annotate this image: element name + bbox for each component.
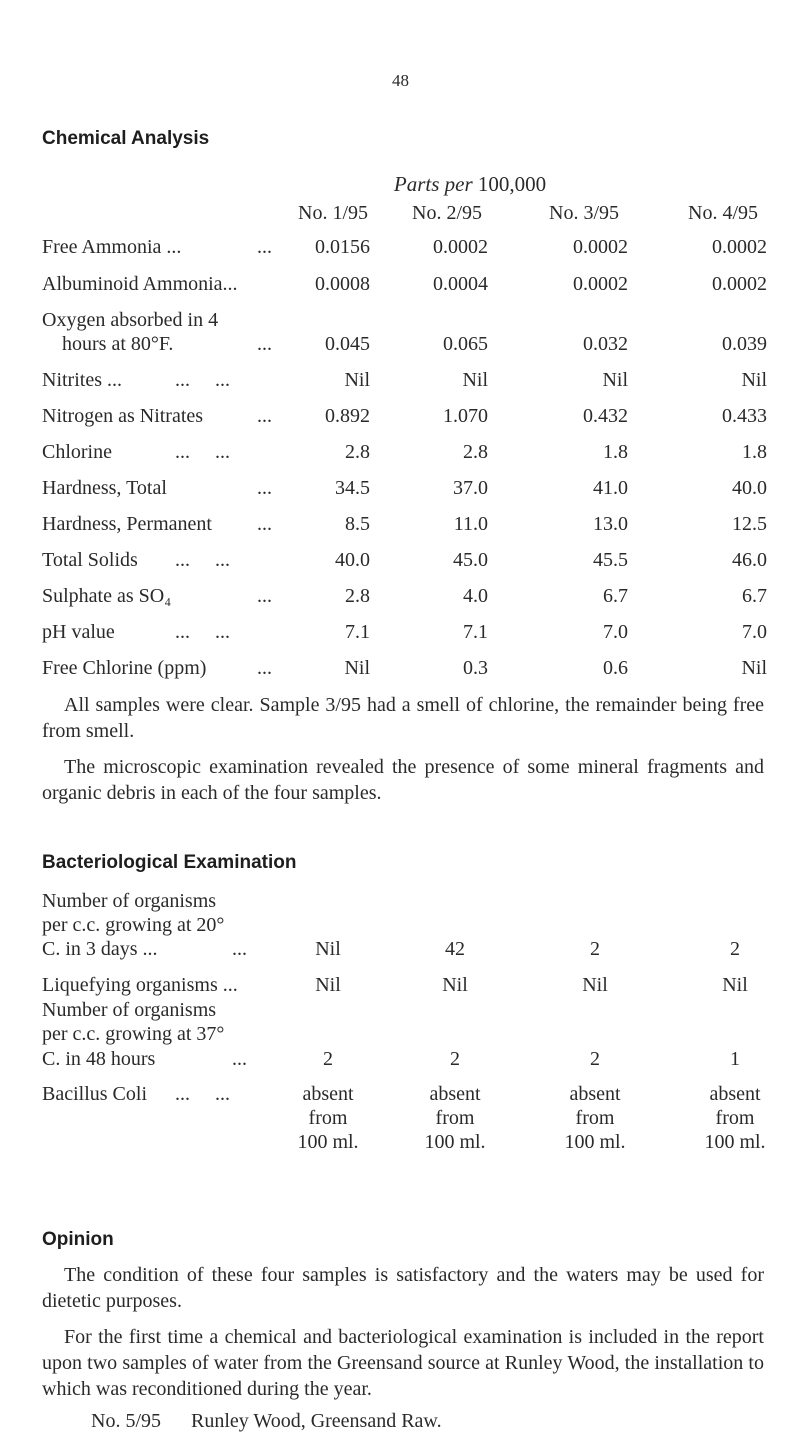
value-cell: 2 bbox=[450, 1048, 460, 1070]
value-cell: 0.0002 bbox=[573, 273, 628, 295]
chem-row-free-ammonia bbox=[0, 236, 801, 264]
value-cell: 0.0002 bbox=[573, 236, 628, 258]
value-cell: 0.045 bbox=[325, 333, 370, 355]
row-label: Number of organisms bbox=[42, 999, 217, 1021]
row-label: Number of organisms bbox=[42, 890, 217, 912]
value-cell: 0.0002 bbox=[433, 236, 488, 258]
value-cell: 7.1 bbox=[345, 621, 370, 643]
value-cell: 1.8 bbox=[603, 441, 628, 463]
value-cell: 0.0002 bbox=[712, 273, 767, 295]
value-cell: 42 bbox=[445, 938, 465, 960]
sample-line-5 bbox=[91, 1410, 442, 1433]
parts-per-value: 100,000 bbox=[477, 172, 547, 196]
chemical-analysis-title: Chemical Analysis bbox=[42, 128, 210, 149]
value-cell: 40.0 bbox=[335, 549, 370, 571]
value-cell: 13.0 bbox=[593, 513, 628, 535]
row-label: Albuminoid Ammonia... bbox=[42, 273, 238, 295]
leader-dots: ... ... bbox=[175, 441, 230, 463]
value-cell: 100 ml. bbox=[297, 1131, 359, 1153]
value-cell: 0.0002 bbox=[712, 236, 767, 258]
value-cell: 4.0 bbox=[463, 585, 488, 607]
value-cell: Nil bbox=[344, 369, 370, 391]
value-cell: 46.0 bbox=[732, 549, 767, 571]
bact-row-liquefying bbox=[0, 974, 801, 1002]
value-cell: Nil bbox=[315, 938, 341, 960]
paragraph-text: The condition of these four samples is satisfactory and the waters may be used for dietetic purposes. bbox=[42, 1264, 764, 1312]
value-cell: 37.0 bbox=[453, 477, 488, 499]
row-label: Chlorine bbox=[42, 441, 112, 463]
leader-dots: ... bbox=[257, 405, 272, 427]
row-label: Oxygen absorbed in 4 bbox=[42, 309, 219, 331]
value-cell: 11.0 bbox=[453, 513, 488, 535]
leader-dots: ... ... bbox=[175, 621, 230, 643]
row-label: Bacillus Coli bbox=[42, 1083, 147, 1105]
value-cell: Nil bbox=[582, 974, 608, 996]
chemical-note-microscopic bbox=[42, 754, 764, 806]
value-cell: 12.5 bbox=[732, 513, 767, 535]
leader-dots: ... bbox=[257, 657, 272, 679]
value-cell: Nil bbox=[741, 657, 767, 679]
sample-description: Runley Wood, Greensand Raw. bbox=[191, 1410, 442, 1432]
value-cell: absent bbox=[709, 1083, 761, 1105]
bact-row-37c-label-2 bbox=[0, 1023, 801, 1051]
chem-row-nitrogen-nitrates bbox=[0, 405, 801, 433]
value-cell: 0.039 bbox=[722, 333, 767, 355]
value-cell: 0.065 bbox=[443, 333, 488, 355]
bact-row-37c bbox=[0, 1048, 801, 1076]
bacteriological-title: Bacteriological Examination bbox=[42, 852, 297, 873]
value-cell: 2 bbox=[590, 1048, 600, 1070]
leader-dots: ... bbox=[257, 513, 272, 535]
paragraph-text: For the first time a chemical and bacteriological examination is included in the report upon two samples of water from the Greensand source at Runley Wood, the installation to which was reconditioned during the year. bbox=[42, 1326, 764, 1400]
chem-row-ph-value bbox=[0, 621, 801, 649]
value-cell: from bbox=[715, 1107, 755, 1129]
sample-header: No. 4/95 bbox=[688, 202, 758, 224]
value-cell: 0.892 bbox=[325, 405, 370, 427]
bact-row-20c bbox=[0, 938, 801, 966]
leader-dots: ... ... bbox=[175, 369, 230, 391]
chem-row-oxygen-absorbed bbox=[0, 333, 801, 361]
value-cell: 0.0008 bbox=[315, 273, 370, 295]
note-text: The microscopic examination revealed the presence of some mineral fragments and organic debris in each of the four samples. bbox=[42, 756, 764, 804]
leader-dots: ... bbox=[257, 236, 272, 258]
value-cell: absent bbox=[569, 1083, 621, 1105]
value-cell: 0.032 bbox=[583, 333, 628, 355]
value-cell: Nil bbox=[344, 657, 370, 679]
value-cell: 2.8 bbox=[463, 441, 488, 463]
chemical-note-smell bbox=[42, 692, 764, 744]
chem-row-free-chlorine bbox=[0, 657, 801, 685]
chem-row-total-solids bbox=[0, 549, 801, 577]
value-cell: 0.433 bbox=[722, 405, 767, 427]
value-cell: 1.8 bbox=[742, 441, 767, 463]
value-cell: 0.0156 bbox=[315, 236, 370, 258]
chem-row-nitrites bbox=[0, 369, 801, 397]
row-label: Total Solids bbox=[42, 549, 138, 571]
value-cell: Nil bbox=[722, 974, 748, 996]
value-cell: 0.6 bbox=[603, 657, 628, 679]
chem-row-chlorine bbox=[0, 441, 801, 469]
value-cell: Nil bbox=[741, 369, 767, 391]
value-cell: 2.8 bbox=[345, 441, 370, 463]
row-label: per c.c. growing at 37° bbox=[42, 1023, 225, 1045]
row-label: Nitrogen as Nitrates bbox=[42, 405, 204, 427]
value-cell: 0.3 bbox=[463, 657, 488, 679]
bact-row-bacillus-coli-3 bbox=[0, 1131, 801, 1159]
value-cell: 2.8 bbox=[345, 585, 370, 607]
row-label: C. in 48 hours bbox=[42, 1048, 156, 1070]
row-label: Hardness, Total bbox=[42, 477, 167, 499]
parts-per-label: Parts per bbox=[393, 172, 473, 196]
sample-header: No. 2/95 bbox=[412, 202, 482, 224]
value-cell: 2 bbox=[730, 938, 740, 960]
leader-dots: ... bbox=[257, 477, 272, 499]
sample-header: No. 1/95 bbox=[298, 202, 368, 224]
value-cell: 100 ml. bbox=[704, 1131, 766, 1153]
sample-header: No. 3/95 bbox=[549, 202, 619, 224]
opinion-title: Opinion bbox=[42, 1229, 114, 1250]
page-number: 48 bbox=[392, 71, 409, 90]
value-cell: from bbox=[435, 1107, 475, 1129]
row-label-continued: hours at 80°F. bbox=[62, 333, 174, 355]
row-label: Sulphate as SO₄ bbox=[42, 585, 172, 607]
value-cell: Nil bbox=[602, 369, 628, 391]
value-cell: 2 bbox=[323, 1048, 333, 1070]
row-label: per c.c. growing at 20° bbox=[42, 914, 225, 936]
value-cell: 34.5 bbox=[335, 477, 370, 499]
value-cell: 45.0 bbox=[453, 549, 488, 571]
leader-dots: ... bbox=[257, 333, 272, 355]
value-cell: 41.0 bbox=[593, 477, 628, 499]
value-cell: 0.0004 bbox=[433, 273, 488, 295]
sample-number: No. 5/95 bbox=[91, 1410, 161, 1432]
note-text: All samples were clear. Sample 3/95 had a smell of chlorine, the remainder being free from smell. bbox=[42, 694, 764, 742]
value-cell: 2 bbox=[590, 938, 600, 960]
row-label: Free Chlorine (ppm) bbox=[42, 657, 207, 679]
chem-row-hardness-total bbox=[0, 477, 801, 505]
value-cell: from bbox=[575, 1107, 615, 1129]
row-label: Hardness, Permanent bbox=[42, 513, 212, 535]
leader-dots: ... ... bbox=[175, 549, 230, 571]
chem-row-sulphate bbox=[0, 585, 801, 613]
value-cell: 7.0 bbox=[742, 621, 767, 643]
value-cell: 1.070 bbox=[443, 405, 488, 427]
row-label: Liquefying organisms ... bbox=[42, 974, 238, 996]
value-cell: 1 bbox=[730, 1048, 740, 1070]
value-cell: 40.0 bbox=[732, 477, 767, 499]
opinion-paragraph-1 bbox=[42, 1262, 764, 1314]
parts-per-heading bbox=[394, 172, 546, 197]
value-cell: 8.5 bbox=[345, 513, 370, 535]
sample-header-row bbox=[0, 202, 801, 230]
value-cell: 7.0 bbox=[603, 621, 628, 643]
value-cell: 45.5 bbox=[593, 549, 628, 571]
value-cell: 6.7 bbox=[603, 585, 628, 607]
leader-dots: ... bbox=[232, 938, 247, 960]
opinion-paragraph-2 bbox=[42, 1324, 764, 1402]
value-cell: 100 ml. bbox=[564, 1131, 626, 1153]
value-cell: Nil bbox=[315, 974, 341, 996]
leader-dots: ... bbox=[257, 585, 272, 607]
value-cell: absent bbox=[429, 1083, 481, 1105]
row-label: C. in 3 days ... bbox=[42, 938, 158, 960]
row-label: Free Ammonia ... bbox=[42, 236, 182, 258]
value-cell: 6.7 bbox=[742, 585, 767, 607]
value-cell: 100 ml. bbox=[424, 1131, 486, 1153]
value-cell: Nil bbox=[462, 369, 488, 391]
value-cell: 7.1 bbox=[463, 621, 488, 643]
chem-row-hardness-permanent bbox=[0, 513, 801, 541]
chem-row-albuminoid-ammonia bbox=[0, 273, 801, 301]
value-cell: Nil bbox=[442, 974, 468, 996]
value-cell: absent bbox=[302, 1083, 354, 1105]
value-cell: from bbox=[308, 1107, 348, 1129]
row-label: Nitrites ... bbox=[42, 369, 122, 391]
value-cell: 0.432 bbox=[583, 405, 628, 427]
row-label: pH value bbox=[42, 621, 115, 643]
leader-dots: ... ... bbox=[175, 1083, 230, 1105]
leader-dots: ... bbox=[232, 1048, 247, 1070]
